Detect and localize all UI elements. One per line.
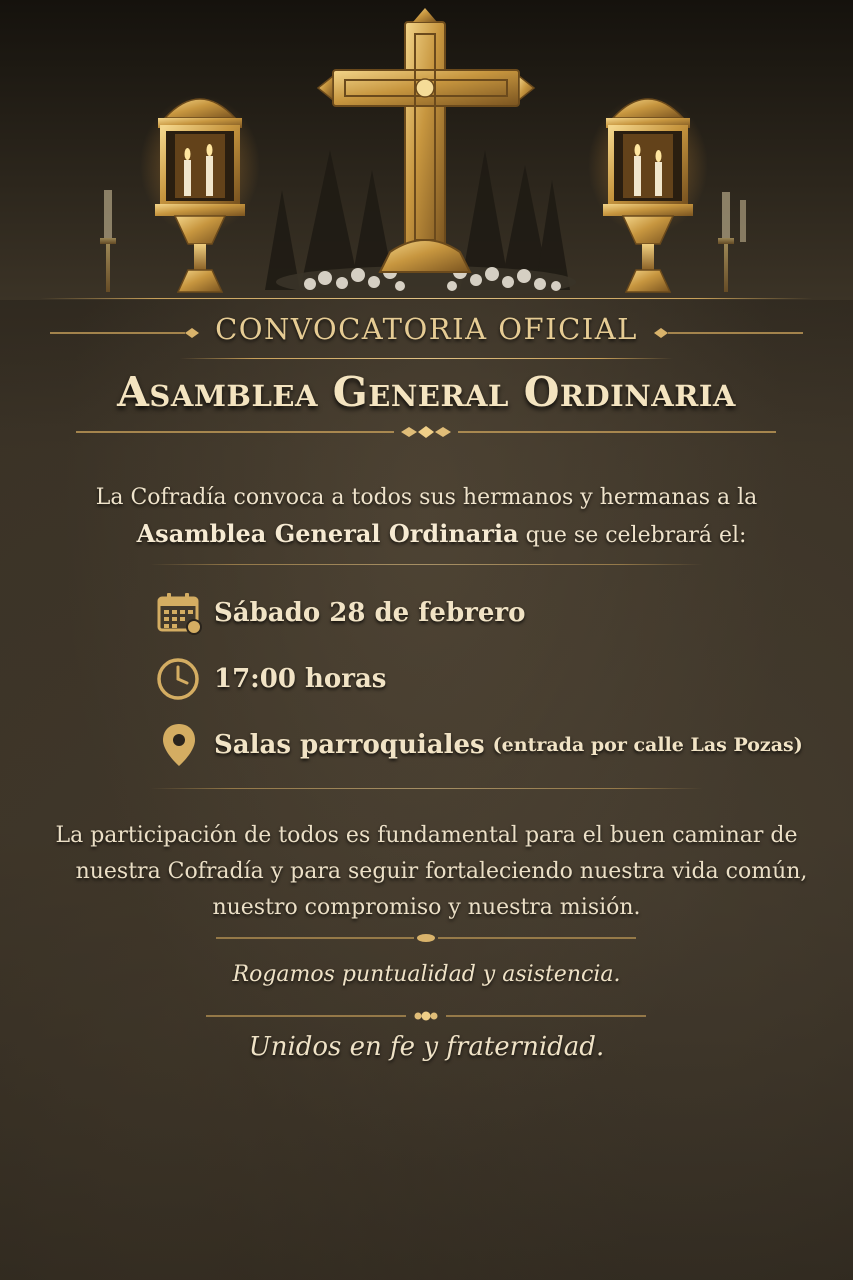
closing-ornament xyxy=(206,1010,646,1022)
calendar-icon xyxy=(156,590,202,636)
page-title: Asamblea General Ordinaria xyxy=(117,368,736,416)
body-line-1: La participación de todos es fundamental para el buen caminar de xyxy=(55,823,798,848)
eyebrow-title: CONVOCATORIA OFICIAL xyxy=(215,312,638,346)
details-divider xyxy=(150,788,703,789)
event-time-row xyxy=(156,656,386,702)
event-place-note: (entrada por calle Las Pozas) xyxy=(492,734,803,756)
body-line-2: nuestra Cofradía y para seguir fortaleciendo nuestra vida común, xyxy=(75,859,808,884)
intro-text xyxy=(0,480,853,554)
body-ornament xyxy=(216,932,636,944)
altar-scene-illustration xyxy=(0,0,853,300)
request-line: Rogamos puntualidad y asistencia. xyxy=(232,962,621,987)
body-line-3: nuestro compromiso y nuestra misión. xyxy=(212,895,641,920)
event-place-row xyxy=(156,722,803,768)
location-pin-icon xyxy=(156,722,202,768)
clock-icon xyxy=(156,656,202,702)
intro-emphasis: Asamblea General Ordinaria xyxy=(136,519,519,548)
title-bottom-ornament xyxy=(76,424,776,440)
event-place: Salas parroquiales xyxy=(214,730,485,760)
intro-line-2 xyxy=(0,516,853,554)
title-top-rule xyxy=(180,358,673,359)
intro-line-2-rest: que se celebrará el: xyxy=(518,523,747,548)
event-date-row xyxy=(156,590,525,636)
intro-line-1: La Cofradía convoca a todos sus hermanos y hermanas a la xyxy=(95,485,758,510)
intro-divider xyxy=(150,564,703,565)
closing-line: Unidos en fe y fraternidad. xyxy=(248,1032,605,1062)
event-date: Sábado 28 de febrero xyxy=(214,598,526,628)
body-paragraph xyxy=(0,818,853,926)
scene-divider xyxy=(40,298,813,299)
event-time: 17:00 horas xyxy=(214,664,387,694)
